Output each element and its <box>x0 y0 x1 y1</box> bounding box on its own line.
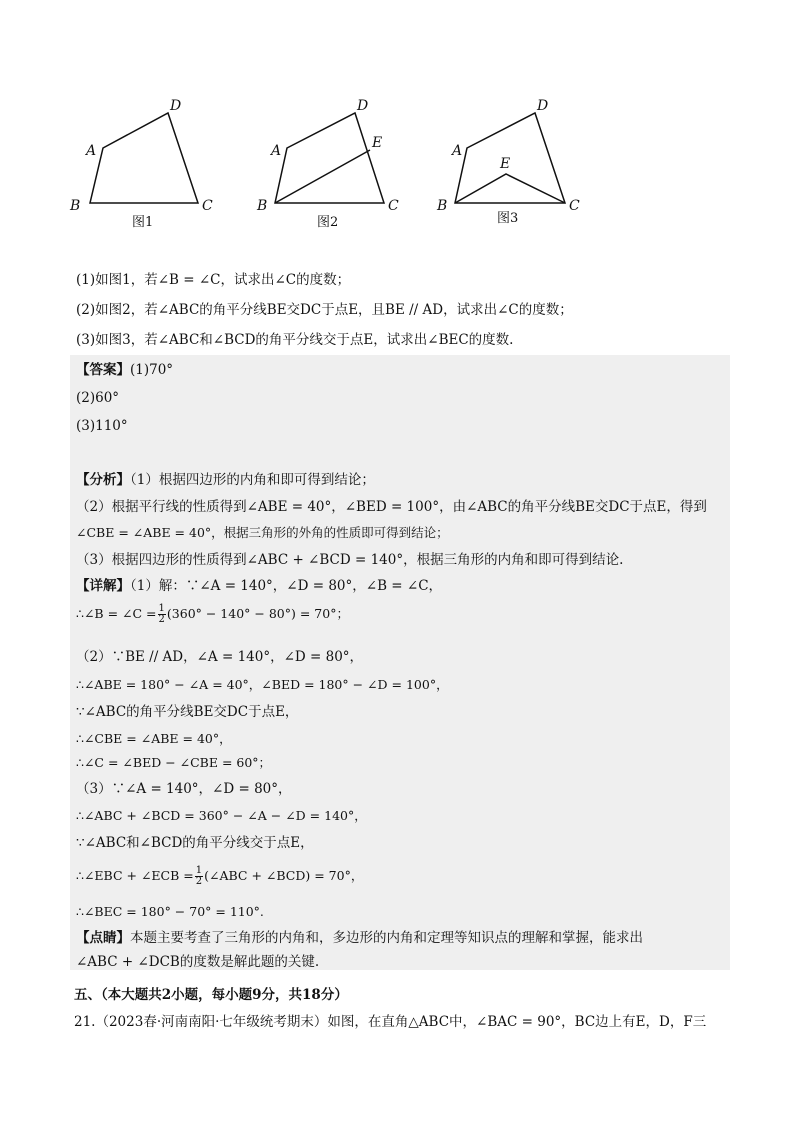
geometry-figures <box>0 0 800 240</box>
fig3-label-c: C <box>569 198 580 214</box>
detail-line-8: （3）∵∠A = 140°，∠D = 80°， <box>76 781 292 797</box>
fig3-caption: 图3 <box>497 211 519 226</box>
analysis-line-3: ∠CBE = ∠ABE = 40°，根据三角形的外角的性质即可得到结论； <box>76 525 449 540</box>
detail-line-1: 【详解】（1）解：∵∠A = 140°，∠D = 80°，∠B = ∠C， <box>76 578 443 594</box>
comment-line-1: 【点睛】本题主要考查了三角形的内角和，多边形的内角和定理等知识点的理解和掌握，能求出 <box>76 930 643 946</box>
analysis-label: 【分析】 <box>76 472 130 488</box>
figure-3-bisectors <box>455 174 565 203</box>
fig2-label-d: D <box>357 98 369 114</box>
fig2-label-b: B <box>257 198 268 214</box>
next-question: 21.（2023春·河南南阳·七年级统考期末）如图，在直角△ABC中，∠BAC = 90°，BC边上有E，D，F三 <box>74 1014 707 1030</box>
detail-line-2: ∴∠B = ∠C = $\frac{1}{2}$ (360° − 140° − 80°) = 70°； <box>76 603 349 625</box>
fig1-label-a: A <box>86 143 97 159</box>
comment-label: 【点睛】 <box>76 930 130 946</box>
answer-1: (1)70° <box>130 362 174 378</box>
detail-line-3: （2）∵BE // AD，∠A = 140°，∠D = 80°， <box>76 649 364 665</box>
fig3-label-e: E <box>500 156 511 172</box>
fig1-label-c: C <box>202 198 213 214</box>
detail-line-7: ∴∠C = ∠BED − ∠CBE = 60°； <box>76 755 272 770</box>
figure-2-quadrilateral <box>275 113 384 203</box>
detail-line-10: ∵∠ABC和∠BCD的角平分线交于点E， <box>76 835 314 851</box>
fig1-label-b: B <box>70 198 81 214</box>
fig3-label-b: B <box>437 198 448 214</box>
fig1-caption: 图1 <box>132 215 154 230</box>
fig2-label-a: A <box>271 143 282 159</box>
detail-line-5: ∵∠ABC的角平分线BE交DC于点E， <box>76 704 299 720</box>
analysis-line-2: （2）根据平行线的性质得到∠ABE = 40°，∠BED = 100°，由∠ABC的角平分线BE交DC于点E，得到 <box>76 499 707 515</box>
figure-1-quadrilateral <box>90 113 198 203</box>
fig1-label-d: D <box>170 98 182 114</box>
detail-line-11: ∴∠EBC + ∠ECB = $\frac{1}{2}$ (∠ABC + ∠BCD) = 70°， <box>76 865 364 887</box>
detail-line-9: ∴∠ABC + ∠BCD = 360° − ∠A − ∠D = 140°， <box>76 808 367 823</box>
detail-line-4: ∴∠ABE = 180° − ∠A = 40°，∠BED = 180° − ∠D = 100°， <box>76 677 449 692</box>
comment-line-2: ∠ABC + ∠DCB的度数是解此题的关键. <box>76 954 320 970</box>
section-heading: 五、（本大题共2小题，每小题9分，共18分） <box>74 987 348 1003</box>
answer-2: (2)60° <box>76 390 120 406</box>
analysis-line-4: （3）根据四边形的性质得到∠ABC + ∠BCD = 140°，根据三角形的内角和即可得到结论. <box>76 552 624 568</box>
detail-line-12: ∴∠BEC = 180° − 70° = 110°. <box>76 904 264 919</box>
detail-label: 【详解】 <box>76 578 130 594</box>
detail-line-6: ∴∠CBE = ∠ABE = 40°， <box>76 731 232 746</box>
fig3-label-a: A <box>452 143 463 159</box>
fig3-label-d: D <box>537 98 549 114</box>
figure-1 <box>90 113 198 203</box>
answer-label: 【答案】 <box>76 362 130 378</box>
analysis-line-1: 【分析】（1）根据四边形的内角和即可得到结论； <box>76 472 375 488</box>
fig2-label-e: E <box>372 135 383 151</box>
question-1: (1)如图1，若∠B = ∠C，试求出∠C的度数； <box>76 272 351 288</box>
question-3: (3)如图3，若∠ABC和∠BCD的角平分线交于点E，试求出∠BEC的度数. <box>76 332 514 348</box>
answer-line-1 <box>76 360 173 380</box>
fig2-label-c: C <box>388 198 399 214</box>
answer-3: (3)110° <box>76 418 128 434</box>
figure-2-bisector-be <box>275 150 370 203</box>
question-2: (2)如图2，若∠ABC的角平分线BE交DC于点E，且BE // AD，试求出∠C的度数； <box>76 302 573 318</box>
figure-2 <box>275 113 384 203</box>
fig2-caption: 图2 <box>317 215 339 230</box>
